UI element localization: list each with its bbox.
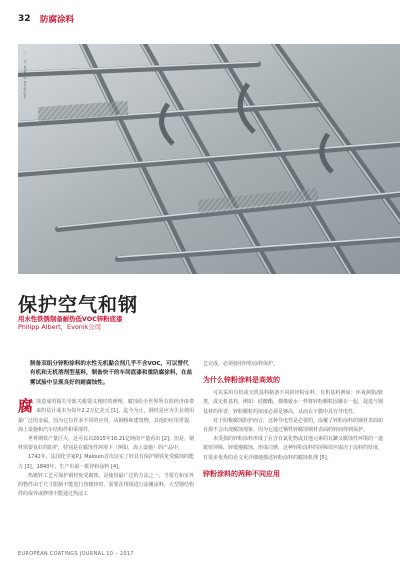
paragraph-1-text: 蚀造成的损失导致关税领又耗时的修理，腐蚀给全世界所有的经济体带来的估计成本为每年2.2万亿美元 [1]，迄今为止，钢材是应为失业使用最广泛的金属，因为它有许多不同的应用，从钢桥和建筑物，其他的应用常提，海上设施和汽车结构件和零部件。 <box>18 399 194 433</box>
rebar-steel-photo <box>18 44 400 274</box>
rebar-illustration <box>18 44 400 274</box>
page-footer: EUROPEAN COATINGS JOURNAL 10 – 2017 <box>18 551 134 557</box>
left-column <box>18 360 194 499</box>
paragraph-r3: 对于阴极腐蚀防护而言，这种导电性是必要的，涂覆了锌粉涂料的钢材表面如有损不会出现腐蚀现象，因为它通过牺牲锌腐蚀钢材表面的锌而得到保护。 <box>203 417 384 434</box>
section-heading-1: 为什么锌粉涂料是高效的 <box>203 376 280 385</box>
paragraph-2: 世界钢铁产量巨大，这可以以2015年16.21亿吨的产量看出 [2]，但是，钢材需要良好的防护，特别是在腐蚀性环境下（例如，海上设施）的产品中。 <box>18 436 194 452</box>
paragraph-r1: 艺完成，必须使用锌粉涂料保护。 <box>203 361 279 367</box>
page-header <box>18 13 74 25</box>
section-label: 防腐涂料 <box>40 15 75 25</box>
dropcap: 腐 <box>18 397 34 416</box>
right-column <box>203 360 383 483</box>
paragraph-r4: 未受损的锌粉涂料形成了在含有氯化物或其他元素的瓦罐又腐蚀性环境的一道致密屏障，锌缓慢腐蚀，形成白锈，这种锌粉涂料的屏障效应取决于涂料的厚度，有很多优秀的论文更详细地描述锌粉涂料的腐蚀机理 [5]。 <box>203 436 384 461</box>
paragraph-3: 1742年，法国化学家P.J. Malouin首次证实了锌具有保护钢铁免受腐蚀的能力 [3]，1840年，生产出第一批锌粉涂料 [4]。 <box>18 454 194 470</box>
section-heading-2: 锌粉涂料的两种不同应用 <box>203 469 280 478</box>
paragraph-4: 热镀锌工艺可保护钢材免受腐蚀，是使用最广泛的方法之一，当要方和室外的物件由于尺寸限制不能进行热镀锌时，需要在现场进行涂覆涂料，大型钢结构件的保养或修理不能通过热浸工 <box>18 472 194 498</box>
page-number: 32 <box>18 14 31 24</box>
paragraph-r2: 可以采用有机或无机基料制备不同的锌粉涂料，有机基料例如：环氧树脂/胺类，或无机基料，例如：硅酸酯，都像致水一样将锌粉颗粒固聚在一起，促进与钢基材的所者，锌粉颗粒的浓度必须足够高，从而在干膜中具有导电性。 <box>203 390 384 415</box>
article-authors: Philipp Albert，Evonik公司 <box>18 323 102 331</box>
article-subtitle: 用水性铁锈制备耐热低VOC锌粉底漆 <box>18 315 123 323</box>
spacer <box>18 388 194 398</box>
photo-credit: ra/Fotolia (image: © ...) <box>23 52 27 99</box>
article-lead: 制备双组分锌粉涂料的水性无机黏合剂几乎不含VOC，可以替代有机和无机溶剂型基料，制备快干的车间底漆和重防腐涂料，在盐雾试验中呈现良好的耐腐蚀性。 <box>30 361 193 386</box>
article-title: 保护空气和钢 <box>18 294 139 316</box>
paragraph-1 <box>18 398 194 435</box>
